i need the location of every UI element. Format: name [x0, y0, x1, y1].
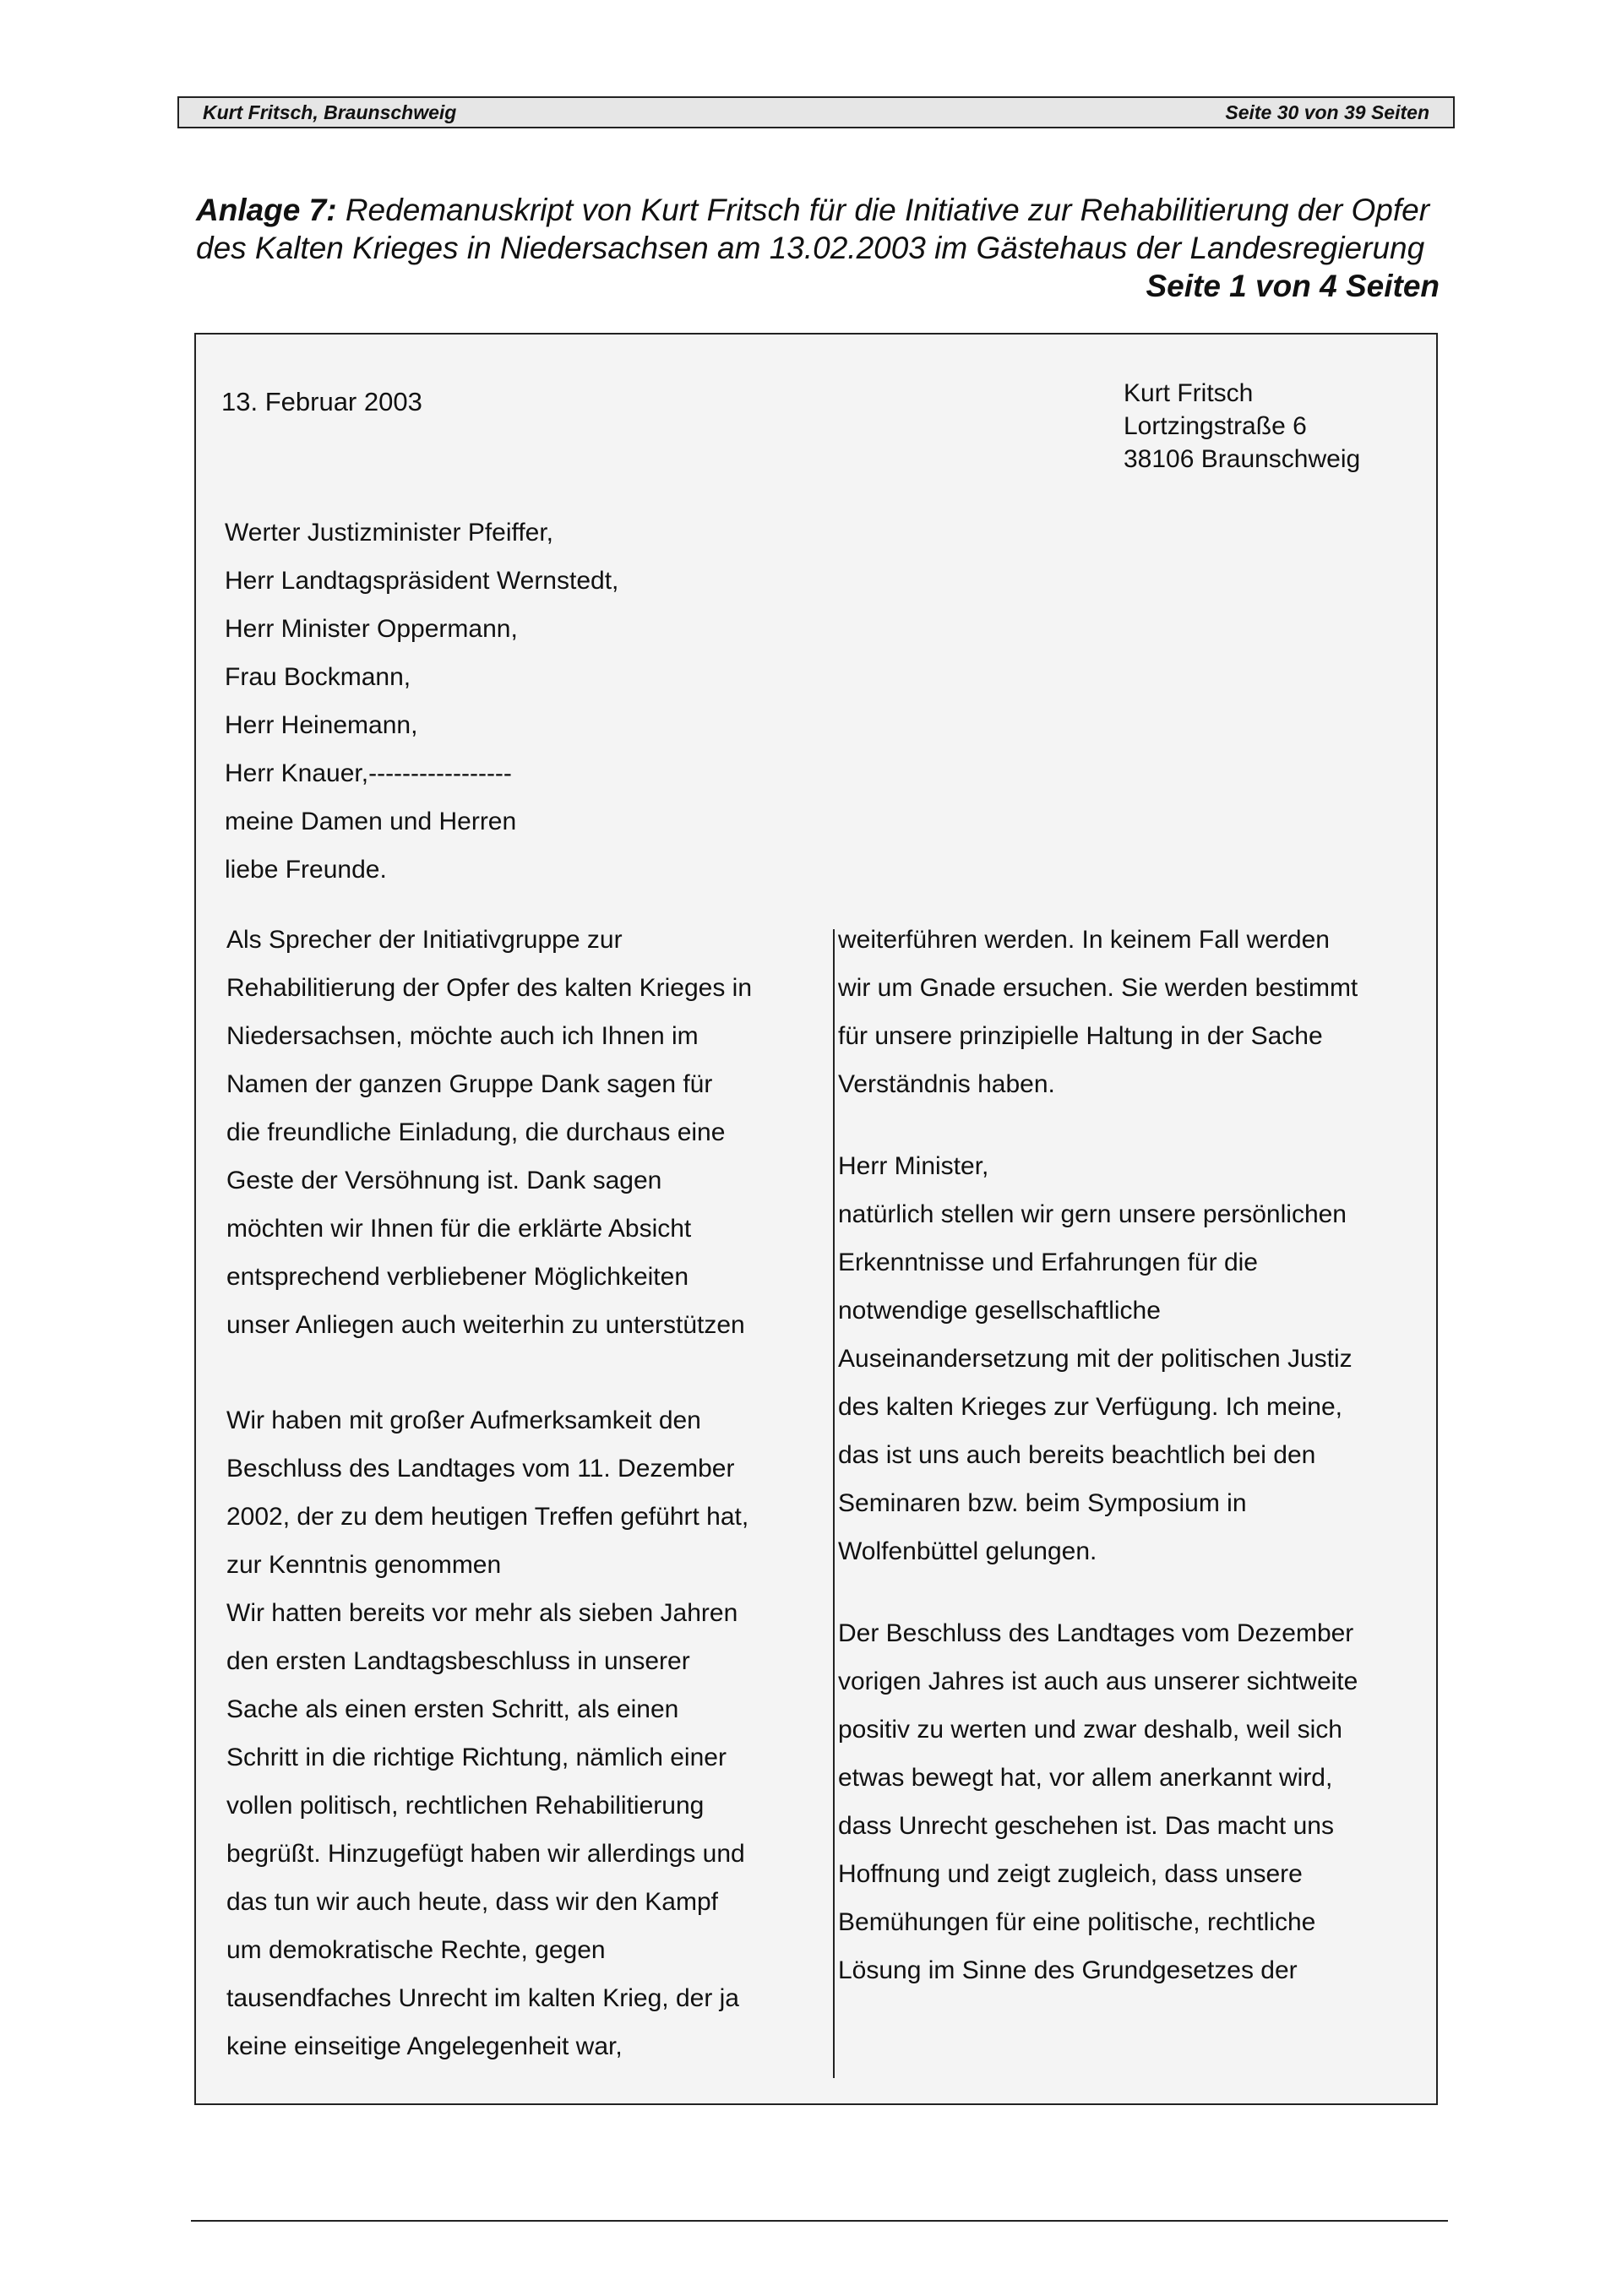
text-line: notwendige gesellschaftliche [838, 1297, 1161, 1325]
attachment-title-line-1: Redemanuskript von Kurt Fritsch für die Initiative zur Rehabilitierung der Opfer [345, 193, 1430, 227]
text-line: 2002, der zu dem heutigen Treffen geführt hat, [226, 1503, 749, 1531]
text-line: Geste der Versöhnung ist. Dank sagen [226, 1167, 662, 1194]
text-line: vollen politisch, rechtlichen Rehabilitierung [226, 1792, 705, 1820]
text-line: dass Unrecht geschehen ist. Das macht uns [838, 1812, 1334, 1840]
letter-date: 13. Februar 2003 [221, 387, 422, 416]
text-line: tausendfaches Unrecht im kalten Krieg, der ja [226, 1984, 739, 2012]
text-line: die freundliche Einladung, die durchaus eine [226, 1118, 726, 1146]
text-line: Wir hatten bereits vor mehr als sieben Jahren [226, 1599, 738, 1627]
text-line: wir um Gnade ersuchen. Sie werden bestimmt [838, 974, 1358, 1002]
text-line: um demokratische Rechte, gegen [226, 1936, 606, 1964]
salutation-line: Herr Minister Oppermann, [225, 615, 518, 643]
text-line: begrüßt. Hinzugefügt haben wir allerdings und [226, 1840, 745, 1868]
salutation-line: meine Damen und Herren [225, 808, 517, 835]
text-line: zur Kenntnis genommen [226, 1551, 502, 1579]
text-line: Herr Minister, [838, 1152, 989, 1180]
sender-address [1124, 377, 1360, 476]
scanned-letter [194, 333, 1438, 2105]
salutation-line: Herr Knauer,----------------- [225, 759, 512, 787]
text-line: Rehabilitierung der Opfer des kalten Krieges in [226, 974, 753, 1002]
text-line: Lösung im Sinne des Grundgesetzes der [838, 1956, 1298, 1984]
salutation-line: Herr Heinemann, [225, 711, 418, 739]
text-line: keine einseitige Angelegenheit war, [226, 2032, 623, 2060]
text-line: möchten wir Ihnen für die erklärte Absicht [226, 1215, 692, 1243]
text-line: Hoffnung und zeigt zugleich, dass unsere [838, 1860, 1303, 1888]
text-line: unser Anliegen auch weiterhin zu unterstützen [226, 1311, 745, 1339]
sender-street: Lortzingstraße 6 [1124, 412, 1307, 440]
text-line: entsprechend verbliebener Möglichkeiten [226, 1263, 689, 1291]
text-line: für unsere prinzipielle Haltung in der Sache [838, 1022, 1323, 1050]
salutation-line: liebe Freunde. [225, 856, 387, 884]
text-line: Als Sprecher der Initiativgruppe zur [226, 926, 623, 954]
text-line: Schritt in die richtige Richtung, nämlich einer [226, 1744, 727, 1771]
text-line: positiv zu werten und zwar deshalb, weil sich [838, 1716, 1342, 1744]
page-header [177, 96, 1455, 128]
text-line: etwas bewegt hat, vor allem anerkannt wird, [838, 1764, 1333, 1792]
salutation-line: Frau Bockmann, [225, 663, 411, 691]
right-column [838, 916, 1358, 1994]
left-column [226, 916, 752, 2070]
text-line: des kalten Krieges zur Verfügung. Ich meine, [838, 1393, 1343, 1421]
text-line: Wolfenbüttel gelungen. [838, 1537, 1097, 1565]
text-line: das ist uns auch bereits beachtlich bei den [838, 1441, 1316, 1469]
column-divider [833, 929, 835, 2078]
text-line: Beschluss des Landtages vom 11. Dezember [226, 1455, 735, 1483]
sender-city: 38106 Braunschweig [1124, 445, 1361, 473]
text-line: Sache als einen ersten Schritt, als einen [226, 1695, 679, 1723]
header-author: Kurt Fritsch, Braunschweig [203, 101, 457, 123]
text-line: weiterführen werden. In keinem Fall werden [838, 926, 1330, 954]
sender-name: Kurt Fritsch [1124, 379, 1254, 407]
salutation-line: Werter Justizminister Pfeiffer, [225, 519, 554, 547]
text-line: Namen der ganzen Gruppe Dank sagen für [226, 1070, 713, 1098]
attachment-label: Anlage 7: [196, 193, 337, 227]
attachment-title [196, 191, 1446, 305]
text-line: Der Beschluss des Landtages vom Dezember [838, 1619, 1354, 1647]
attachment-title-line-2: des Kalten Krieges in Niedersachsen am 13.02.2003 im Gästehaus der Landesregierung [196, 231, 1425, 265]
text-line: Seminaren bzw. beim Symposium in [838, 1489, 1247, 1517]
text-line: das tun wir auch heute, dass wir den Kampf [226, 1888, 718, 1916]
text-line: vorigen Jahres ist auch aus unserer sichtweite [838, 1668, 1358, 1695]
text-line: Niedersachsen, möchte auch ich Ihnen im [226, 1022, 699, 1050]
salutation-block [225, 509, 618, 894]
text-line: Wir haben mit großer Aufmerksamkeit den [226, 1406, 701, 1434]
header-page-number: Seite 30 von 39 Seiten [1225, 101, 1429, 123]
text-line: Erkenntnisse und Erfahrungen für die [838, 1249, 1258, 1276]
attachment-page-count: Seite 1 von 4 Seiten [1146, 269, 1440, 303]
text-line: Verständnis haben. [838, 1070, 1055, 1098]
footer-rule [191, 2220, 1448, 2222]
text-line: natürlich stellen wir gern unsere persönlichen [838, 1200, 1347, 1228]
text-line: Auseinandersetzung mit der politischen Justiz [838, 1345, 1353, 1373]
salutation-line: Herr Landtagspräsident Wernstedt, [225, 567, 619, 595]
text-line: Bemühungen für eine politische, rechtliche [838, 1908, 1316, 1936]
text-line: den ersten Landtagsbeschluss in unserer [226, 1647, 690, 1675]
